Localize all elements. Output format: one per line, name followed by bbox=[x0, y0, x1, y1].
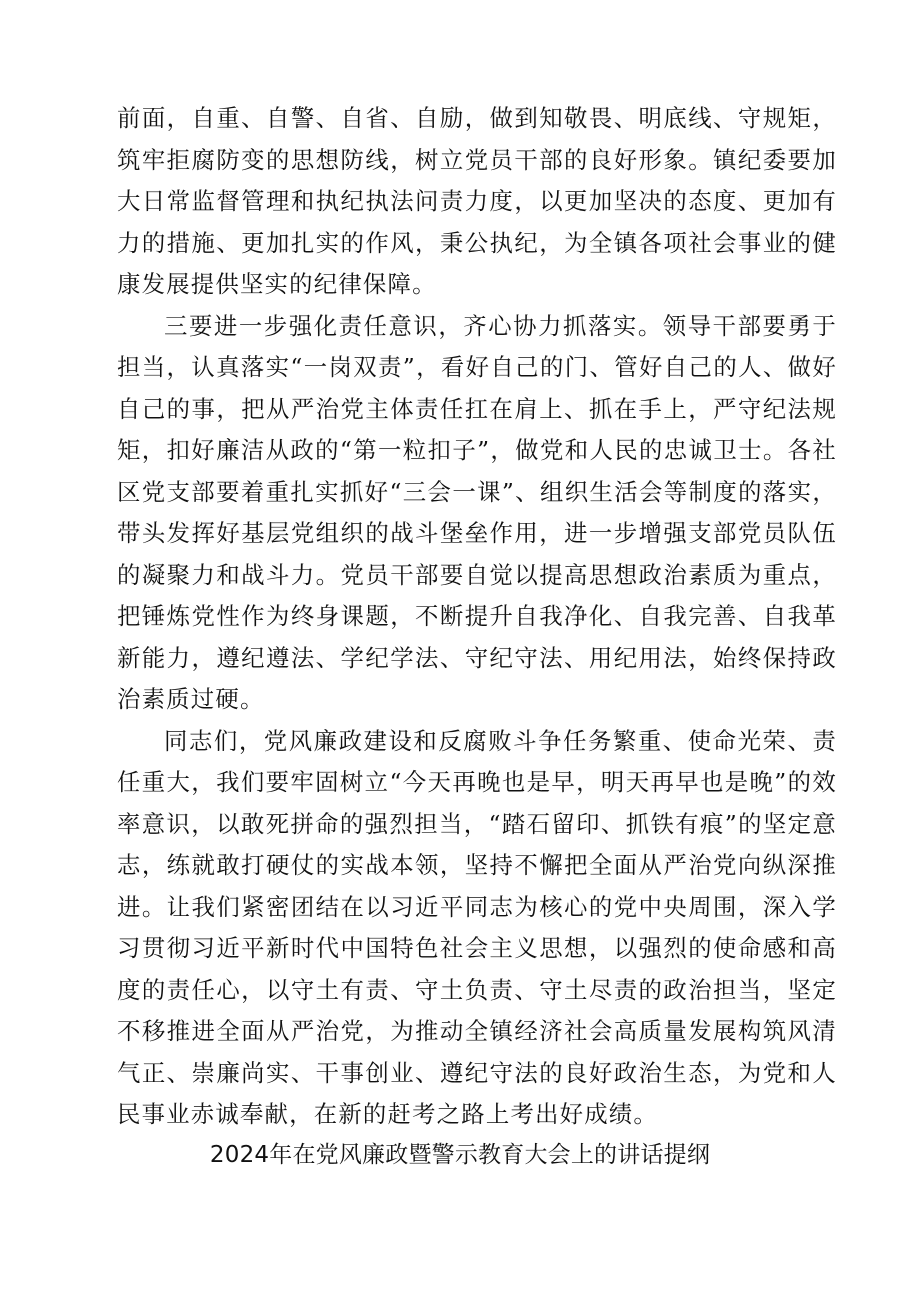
paragraph-closing: 同志们，党风廉政建设和反腐败斗争任务繁重、使命光荣、责任重大，我们要牢固树立“今天再晚也是早，明天再早也是晚”的效率意识，以敢死拼命的强烈担当，“踏石留印、抓铁有痕”的坚定意志，练就敢打硬仗的实战本领，坚持不懈把全面从严治党向纵深推进。让我们紧密团结在以习近平同志为核心的党中央周围，深入学习贯彻习近平新时代中国特色社会主义思想，以强烈的使命感和高度的责任心，以守土有责、守土负责、守土尽责的政治担当，坚定不移推进全面从严治党，为推动全镇经济社会高质量发展构筑风清气正、崇廉尚实、干事创业、遵纪守法的良好政治生态，为党和人民事业赤诚奉献，在新的赶考之路上考出好成绩。 bbox=[117, 726, 837, 1128]
next-document-title: 2024年在党风廉政暨警示教育大会上的讲话提纲 bbox=[209, 1142, 711, 1168]
paragraph-responsibility: 三要进一步强化责任意识，齐心协力抓落实。领导干部要勇于担当，认真落实“一岗双责”，看好自己的门、管好自己的人、做好自己的事，把从严治党主体责任扛在肩上、抓在手上，严守纪法规矩，扣好廉洁从政的“第一粒扣子”，做党和人民的忠诚卫士。各社区党支部要着重扎实抓好“三会一课”、组织生活会等制度的落实，带头发挥好基层党组织的战斗堡垒作用，进一步增强支部党员队伍的凝聚力和战斗力。党员干部要自觉以提高思想政治素质为重点，把锤炼党性作为终身课题，不断提升自我净化、自我完善、自我革新能力，遵纪遵法、学纪学法、守纪守法、用纪用法，始终保持政治素质过硬。 bbox=[117, 311, 837, 713]
document-body bbox=[117, 98, 837, 1136]
paragraph-continuation: 前面，自重、自警、自省、自励，做到知敬畏、明底线、守规矩，筑牢拒腐防变的思想防线，树立党员干部的良好形象。镇纪委要加大日常监督管理和执纪执法问责力度，以更加坚决的态度、更加有力的措施、更加扎实的作风，秉公执纪，为全镇各项社会事业的健康发展提供坚实的纪律保障。 bbox=[117, 104, 837, 298]
